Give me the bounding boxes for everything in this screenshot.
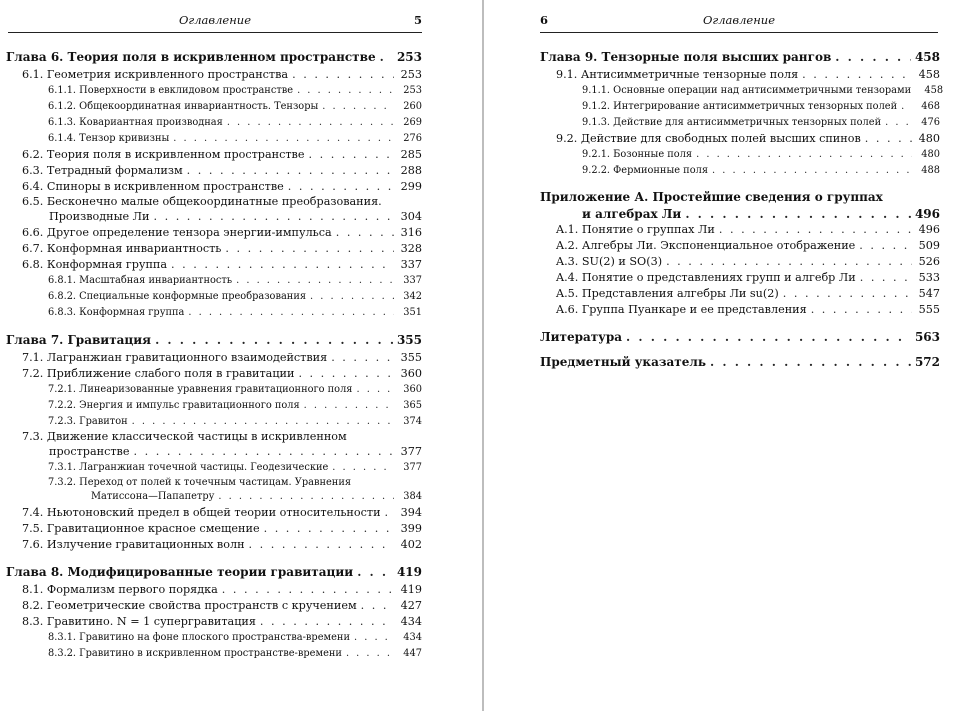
toc-entry <box>6 398 422 414</box>
leader-dots <box>322 99 394 115</box>
toc-entry-label: 6.1.4. Тензор кривизны <box>48 133 170 144</box>
toc-entry <box>6 67 422 83</box>
toc-entry <box>540 83 944 99</box>
toc-entry <box>6 131 422 147</box>
toc-entry-label-line1: 7.3. Движение классической частицы в искривленном <box>22 430 347 443</box>
toc-entry-label: Предметный указатель <box>540 355 706 369</box>
leader-dots <box>304 398 394 414</box>
leader-dots <box>308 147 394 163</box>
toc-entry <box>6 147 422 163</box>
toc-entry <box>6 257 422 273</box>
toc-entry-page: 355 <box>396 333 422 347</box>
toc-entry-label: 9.2.2. Фермионные поля <box>582 165 709 176</box>
leader-dots <box>155 331 393 350</box>
section-spacer <box>540 179 940 189</box>
toc-entry-page: 299 <box>400 180 422 193</box>
leader-dots <box>227 115 394 131</box>
toc-entry-page: 355 <box>400 351 422 364</box>
toc-entry-page: 488 <box>921 165 940 176</box>
leader-dots <box>225 241 394 257</box>
toc-entry <box>6 225 422 241</box>
toc-entry-label: 7.5. Гравитационное красное смещение <box>22 522 260 535</box>
running-header <box>540 13 938 29</box>
leader-dots <box>264 521 394 537</box>
toc-entry <box>6 209 422 225</box>
leader-dots <box>132 414 394 430</box>
toc-entry-label: A.4. Понятие о представлениях групп и алгебр Ли <box>556 271 856 284</box>
leader-dots <box>292 67 394 83</box>
toc-entry-label-line1: Приложение А. Простейшие сведения о группах <box>540 190 883 204</box>
leader-dots <box>865 131 912 147</box>
toc-entry-label: Глава 7. Гравитация <box>6 333 152 347</box>
section-spacer <box>6 553 422 563</box>
toc-entry-label: 8.2. Геометрические свойства пространств с кручением <box>22 599 357 612</box>
toc-entry-page: 337 <box>400 258 422 271</box>
toc-entry-label: 8.3.1. Гравитино на фоне плоского пространства-времени <box>48 632 350 643</box>
leader-dots <box>346 646 394 662</box>
toc-entry-page: 419 <box>400 583 422 596</box>
toc-entry <box>6 305 422 321</box>
toc-entry-page: 316 <box>400 226 422 239</box>
leader-dots <box>218 489 394 505</box>
leader-dots <box>332 460 394 476</box>
toc-entry-label: 7.2. Приближение слабого поля в гравитации <box>22 367 295 380</box>
toc-entry-page: 399 <box>400 522 422 535</box>
toc-entry-page: 419 <box>396 565 422 579</box>
toc-entry-label: A.5. Представления алгебры Ли su(2) <box>556 287 779 300</box>
running-header <box>8 13 422 29</box>
leader-dots <box>835 48 911 67</box>
toc-entry <box>540 286 940 302</box>
leader-dots <box>380 48 393 67</box>
toc-entry <box>540 99 940 115</box>
toc-entry-page: 374 <box>403 416 422 427</box>
toc-entry-page: 526 <box>918 255 940 268</box>
leader-dots <box>356 382 394 398</box>
toc-entry <box>6 179 422 195</box>
toc-entry-label: 7.2.2. Энергия и импульс гравитационного поля <box>48 400 300 411</box>
toc-entry-label: Глава 8. Модифицированные теории гравитации <box>6 565 354 579</box>
toc-entry-page: 509 <box>918 239 940 252</box>
toc-entry-page: 260 <box>403 101 422 112</box>
toc-entry-page: 253 <box>403 85 422 96</box>
toc-entry-page: 384 <box>403 491 422 502</box>
toc-entry <box>6 598 422 614</box>
toc-entry <box>6 48 422 67</box>
toc-entry-multiline <box>6 476 422 505</box>
toc-entry-label: 8.1. Формализм первого порядка <box>22 583 218 596</box>
toc-entry <box>6 460 422 476</box>
toc-entry-label: Глава 9. Тензорные поля высших рангов <box>540 50 832 64</box>
leader-dots <box>361 598 394 614</box>
leader-dots <box>187 163 394 179</box>
toc-entry <box>6 382 422 398</box>
leader-dots <box>783 286 912 302</box>
toc-entry-label: 8.3.2. Гравитино в искривленном пространстве-времени <box>48 648 342 659</box>
toc-entry-page: 427 <box>400 599 422 612</box>
leader-dots <box>357 563 393 582</box>
right-page <box>484 0 964 711</box>
leader-dots <box>260 614 394 630</box>
toc-entry <box>6 331 422 350</box>
leader-dots <box>710 353 911 372</box>
leader-dots <box>685 206 911 222</box>
toc-entry-page: 269 <box>403 117 422 128</box>
toc-entry-page: 377 <box>403 462 422 473</box>
toc-entry-page: 253 <box>400 68 422 81</box>
toc-entry-label: 6.8. Конформная группа <box>22 258 168 271</box>
header-title: Оглавление <box>702 13 776 27</box>
toc-entry-label: Производные Ли <box>49 210 150 223</box>
toc-entry <box>540 131 940 147</box>
toc-entry-label: 9.2.1. Бозонные поля <box>582 149 693 160</box>
toc-entry-label: 6.1. Геометрия искривленного пространства <box>22 68 289 81</box>
leader-dots <box>712 163 912 179</box>
toc-entry <box>6 366 422 382</box>
toc-entry <box>6 83 422 99</box>
toc-entry <box>6 350 422 366</box>
leader-dots <box>310 289 394 305</box>
toc-entry <box>540 238 940 254</box>
toc-entry-page: 285 <box>400 148 422 161</box>
header-page-number: 6 <box>540 13 549 27</box>
leader-dots <box>696 147 912 163</box>
toc-entry-page: 496 <box>914 207 940 221</box>
toc-entry-multiline <box>540 189 940 222</box>
toc-entry-label: 6.8.3. Конформная группа <box>48 307 185 318</box>
toc-entry-label: 7.1. Лагранжиан гравитационного взаимодействия <box>22 351 328 364</box>
header-rule <box>540 32 938 33</box>
toc-entry-label: 7.6. Излучение гравитационных волн <box>22 538 245 551</box>
header-page-number: 5 <box>413 13 422 27</box>
toc-entry-page: 480 <box>918 132 940 145</box>
leader-dots <box>297 83 394 99</box>
toc-entry-page: 337 <box>403 275 422 286</box>
toc-entry-page: 476 <box>921 117 940 128</box>
toc-entry-page: 365 <box>403 400 422 411</box>
toc-entry-page: 572 <box>914 355 940 369</box>
leader-dots <box>666 254 912 270</box>
toc-entry-label: 6.3. Тетрадный формализм <box>22 164 183 177</box>
toc-entry-page: 377 <box>400 445 422 458</box>
toc-entry-label-line1: 6.5. Бесконечно малые общекоординатные преобразования. <box>22 195 382 208</box>
toc-entry-label: 7.4. Ньютоновский предел в общей теории относительности <box>22 506 381 519</box>
toc-entry <box>6 163 422 179</box>
toc-entry <box>6 115 422 131</box>
leader-dots <box>626 328 911 347</box>
leader-dots <box>860 270 912 286</box>
toc-entry-label: A.1. Понятие о группах Ли <box>556 223 715 236</box>
toc-entry <box>540 270 940 286</box>
toc-entry <box>6 521 422 537</box>
leader-dots <box>236 273 394 289</box>
toc-entry <box>540 302 940 318</box>
toc-entry <box>6 241 422 257</box>
leader-dots <box>336 225 394 241</box>
table-of-contents <box>6 48 422 662</box>
leader-dots <box>153 209 394 225</box>
toc-entry <box>6 582 422 598</box>
toc-entry <box>6 537 422 553</box>
toc-entry-label: 6.1.3. Ковариантная производная <box>48 117 223 128</box>
toc-entry-page: 458 <box>914 50 940 64</box>
toc-entry-label: 8.3. Гравитино. N = 1 супергравитация <box>22 615 256 628</box>
toc-entry-multiline <box>6 430 422 460</box>
toc-entry-label: 7.3.1. Лагранжиан точечной частицы. Геодезические <box>48 462 329 473</box>
toc-entry <box>540 115 940 131</box>
leader-dots <box>188 305 394 321</box>
toc-entry-page: 434 <box>403 632 422 643</box>
toc-entry-label: Литература <box>540 330 623 344</box>
toc-entry-label: A.2. Алгебры Ли. Экспоненциальное отображение <box>556 239 856 252</box>
toc-entry-label: 9.1.3. Действие для антисимметричных тензорных полей <box>582 117 882 128</box>
toc-entry <box>6 414 422 430</box>
toc-entry <box>6 614 422 630</box>
section-spacer <box>6 321 422 331</box>
leader-dots <box>298 366 394 382</box>
toc-entry <box>540 163 940 179</box>
toc-entry-page: 447 <box>403 648 422 659</box>
toc-entry-page: 480 <box>921 149 940 160</box>
toc-entry-label-line1: 7.3.2. Переход от полей к точечным частицам. Уравнения <box>48 477 352 488</box>
leader-dots <box>171 257 394 273</box>
leader-dots <box>133 444 394 460</box>
toc-entry <box>540 254 940 270</box>
toc-entry-page: 555 <box>918 303 940 316</box>
toc-entry <box>540 48 940 67</box>
toc-entry-page: 276 <box>403 133 422 144</box>
toc-entry <box>540 222 940 238</box>
toc-entry-label: Матиссона—Папапетру <box>91 491 215 502</box>
toc-entry-page: 547 <box>918 287 940 300</box>
toc-entry-label: A.3. SU(2) и SO(3) <box>556 255 663 268</box>
toc-entry <box>6 489 422 505</box>
leader-dots <box>885 115 912 131</box>
toc-entry-label: 6.7. Конформная инвариантность <box>22 242 222 255</box>
toc-entry-label: 9.1. Антисимметричные тензорные поля <box>556 68 799 81</box>
table-of-contents <box>540 48 944 372</box>
toc-entry-page: 563 <box>914 330 940 344</box>
toc-entry-label: 9.1.1. Основные операции над антисимметричными тензорами <box>582 85 912 96</box>
toc-entry-label: 7.2.1. Линеаризованные уравнения гравитационного поля <box>48 384 353 395</box>
toc-entry-label: пространстве <box>49 445 130 458</box>
toc-entry-page: 288 <box>400 164 422 177</box>
toc-entry <box>6 646 422 662</box>
leader-dots <box>859 238 912 254</box>
toc-entry-page: 304 <box>400 210 422 223</box>
toc-entry-page: 458 <box>918 68 940 81</box>
toc-entry-label: 6.4. Спиноры в искривленном пространстве <box>22 180 284 193</box>
toc-entry <box>6 563 422 582</box>
toc-entry <box>540 328 940 347</box>
toc-entry <box>6 273 422 289</box>
toc-entry <box>6 99 422 115</box>
toc-entry-label: 6.1.2. Общекоординатная инвариантность. Тензоры <box>48 101 319 112</box>
header-title: Оглавление <box>178 13 252 27</box>
toc-entry-page: 253 <box>396 50 422 64</box>
leader-dots <box>385 505 394 521</box>
leader-dots <box>288 179 394 195</box>
toc-entry-label: 6.8.1. Масштабная инвариантность <box>48 275 233 286</box>
toc-entry-label: 6.8.2. Специальные конформные преобразования <box>48 291 307 302</box>
toc-entry <box>540 353 940 372</box>
leader-dots <box>811 302 912 318</box>
leader-dots <box>249 537 394 553</box>
toc-entry <box>6 505 422 521</box>
toc-entry-page: 458 <box>924 85 944 96</box>
toc-entry-label: 6.1.1. Поверхности в евклидовом пространстве <box>48 85 294 96</box>
toc-entry <box>540 67 940 83</box>
toc-entry <box>6 630 422 646</box>
toc-entry <box>6 444 422 460</box>
toc-entry-label: 6.6. Другое определение тензора энергии-импульса <box>22 226 332 239</box>
toc-entry <box>6 289 422 305</box>
header-rule <box>8 32 422 33</box>
toc-entry-page: 496 <box>918 223 940 236</box>
toc-entry-page: 360 <box>400 367 422 380</box>
toc-entry-page: 394 <box>400 506 422 519</box>
toc-entry-page: 434 <box>400 615 422 628</box>
toc-entry-multiline <box>6 195 422 225</box>
toc-entry-label: 6.2. Теория поля в искривленном пространстве <box>22 148 305 161</box>
leader-dots <box>331 350 394 366</box>
toc-entry-label: Глава 6. Теория поля в искривленном пространстве <box>6 50 376 64</box>
leader-dots <box>901 99 912 115</box>
toc-entry-page: 533 <box>918 271 940 284</box>
leader-dots <box>802 67 912 83</box>
leader-dots <box>719 222 912 238</box>
toc-entry <box>540 206 940 222</box>
toc-entry-page: 351 <box>403 307 422 318</box>
toc-entry-label: 9.1.2. Интегрирование антисимметричных тензорных полей <box>582 101 898 112</box>
toc-entry-page: 328 <box>400 242 422 255</box>
toc-entry-page: 360 <box>403 384 422 395</box>
toc-entry-page: 402 <box>400 538 422 551</box>
toc-entry-label: 9.2. Действие для свободных полей высших спинов <box>556 132 861 145</box>
toc-entry-page: 468 <box>921 101 940 112</box>
section-spacer <box>540 318 940 328</box>
leader-dots <box>222 582 394 598</box>
toc-entry-label: A.6. Группа Пуанкаре и ее представления <box>556 303 807 316</box>
toc-entry-label: 7.2.3. Гравитон <box>48 416 128 427</box>
toc-entry-page: 342 <box>403 291 422 302</box>
toc-entry-label: и алгебрах Ли <box>582 207 682 221</box>
leader-dots <box>173 131 394 147</box>
leader-dots <box>354 630 394 646</box>
toc-entry <box>540 147 940 163</box>
